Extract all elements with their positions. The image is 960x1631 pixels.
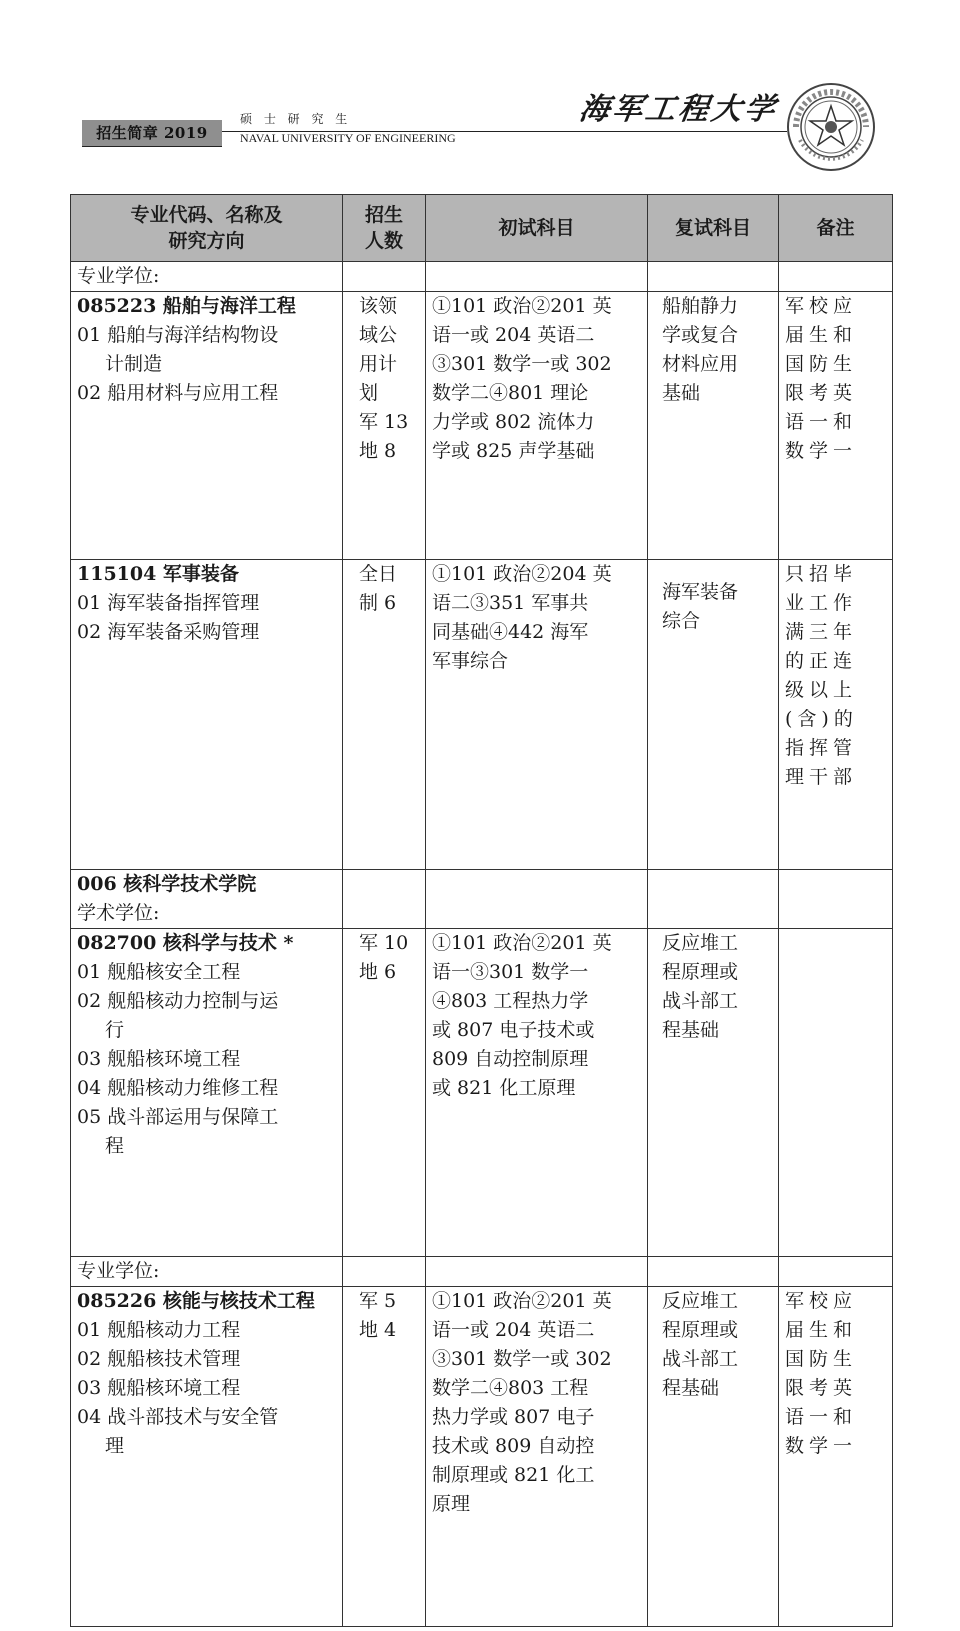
note-line: (含)的 (785, 708, 858, 730)
note-line: 限考英 (785, 1377, 858, 1399)
header-subtitle-cn: 硕 士 研 究 生 (240, 112, 352, 126)
direction-item-cont: 行 (105, 1019, 125, 1041)
retest-line: 海军装备 (662, 581, 739, 603)
direction-item: 04 舰船核动力维修工程 (77, 1077, 279, 1099)
col-header-major-line2: 研究方向 (168, 230, 245, 252)
retest-cell (648, 1287, 779, 1627)
col-header-major (71, 195, 343, 262)
enrollment-table (70, 194, 893, 1627)
retest-line: 反应堆工 (662, 932, 739, 954)
note-line: 理干部 (785, 766, 858, 788)
note-cell (779, 929, 893, 1257)
count-cell (343, 292, 426, 560)
retest-line: 程原理或 (662, 961, 739, 983)
prelim-line: ①101 政治②201 英 (432, 1290, 612, 1312)
direction-item: 01 舰船核动力工程 (77, 1319, 241, 1341)
prelim-line: 同基础④442 海军 (432, 621, 589, 643)
section-row (71, 262, 893, 292)
prelim-line: ①101 政治②201 英 (432, 295, 612, 317)
count-cell (343, 1287, 426, 1627)
note-line: 届生和 (785, 1319, 858, 1341)
prelim-line: 热力学或 807 电子 (432, 1406, 595, 1428)
prelim-cell (426, 1287, 648, 1627)
prelim-line: 语一或 204 英语二 (432, 324, 595, 346)
col-header-count-line1: 招生 (364, 204, 403, 226)
direction-item-cont: 计制造 (105, 353, 163, 375)
direction-item: 05 战斗部运用与保障工 (77, 1106, 279, 1128)
direction-item: 02 舰船核技术管理 (77, 1348, 241, 1370)
major-cell (71, 929, 343, 1257)
note-line: 满三年 (785, 621, 858, 643)
count-line: 军 13 (359, 411, 409, 433)
note-line: 限考英 (785, 382, 858, 404)
prelim-line: 力学或 802 流体力 (432, 411, 595, 433)
retest-line: 船舶静力 (662, 295, 739, 317)
note-cell (779, 560, 893, 870)
prelim-line: 或 821 化工原理 (432, 1077, 576, 1099)
direction-item: 03 舰船核环境工程 (77, 1377, 241, 1399)
note-line: 国防生 (785, 1348, 858, 1370)
university-seal-icon (786, 82, 876, 172)
section-row (71, 1257, 893, 1287)
prelim-cell (426, 292, 648, 560)
major-cell (71, 560, 343, 870)
direction-item: 01 舰船核安全工程 (77, 961, 241, 983)
prelim-cell (426, 560, 648, 870)
note-line: 国防生 (785, 353, 858, 375)
table-row (71, 1287, 893, 1627)
table-header-row (71, 195, 893, 262)
table-row (71, 929, 893, 1257)
college-row (71, 870, 893, 929)
retest-line: 综合 (662, 610, 701, 632)
retest-line: 战斗部工 (662, 990, 739, 1012)
prelim-line: ①101 政治②201 英 (432, 932, 612, 954)
table-row (71, 292, 893, 560)
prelim-line: 制原理或 821 化工 (432, 1464, 595, 1486)
prelim-line: ③301 数学一或 302 (432, 353, 612, 375)
note-line: 数学一 (785, 1435, 858, 1457)
prelim-line: 或 807 电子技术或 (432, 1019, 595, 1041)
table-row (71, 560, 893, 870)
note-line: 语一和 (785, 411, 858, 433)
retest-line: 程原理或 (662, 1319, 739, 1341)
prelim-line: ①101 政治②204 英 (432, 563, 612, 585)
retest-cell (648, 292, 779, 560)
major-cell (71, 292, 343, 560)
count-line: 用计 (359, 353, 398, 375)
prelim-line: 语一或 204 英语二 (432, 1319, 595, 1341)
retest-line: 战斗部工 (662, 1348, 739, 1370)
col-header-count (343, 195, 426, 262)
count-line: 地 6 (359, 961, 397, 983)
direction-item: 04 战斗部技术与安全管 (77, 1406, 279, 1428)
prelim-line: 语一③301 数学一 (432, 961, 589, 983)
direction-item: 01 船舶与海洋结构物设 (77, 324, 279, 346)
count-line: 军 5 (359, 1290, 397, 1312)
header-subtitle-en: NAVAL UNIVERSITY OF ENGINEERING (240, 131, 456, 145)
retest-line: 学或复合 (662, 324, 739, 346)
major-code: 082700 核科学与技术 * (77, 932, 294, 954)
col-header-retest: 复试科目 (648, 195, 779, 262)
col-header-major-line1: 专业代码、名称及 (130, 204, 283, 226)
retest-line: 基础 (662, 382, 701, 404)
note-line: 届生和 (785, 324, 858, 346)
major-code: 085223 船舶与海洋工程 (77, 295, 296, 317)
note-line: 数学一 (785, 440, 858, 462)
retest-cell (648, 929, 779, 1257)
prelim-line: 原理 (432, 1493, 471, 1515)
direction-item: 03 舰船核环境工程 (77, 1048, 241, 1070)
college-name: 006 核科学技术学院 (77, 873, 257, 895)
count-line: 划 (359, 382, 379, 404)
prelim-line: 数学二④801 理论 (432, 382, 589, 404)
college-cell (71, 870, 343, 929)
count-line: 地 4 (359, 1319, 397, 1341)
prelim-line: 语二③351 军事共 (432, 592, 589, 614)
major-cell (71, 1287, 343, 1627)
col-header-count-line2: 人数 (364, 230, 403, 252)
col-header-prelim: 初试科目 (426, 195, 648, 262)
retest-line: 反应堆工 (662, 1290, 739, 1312)
retest-line: 程基础 (662, 1019, 720, 1041)
header-rule-left (82, 146, 222, 147)
direction-item: 01 海军装备指挥管理 (77, 592, 260, 614)
note-line: 军校应 (785, 295, 858, 317)
major-code: 085226 核能与核技术工程 (77, 1290, 315, 1312)
note-line: 指挥管 (785, 737, 858, 759)
prelim-line: 学或 825 声学基础 (432, 440, 595, 462)
prelim-line: 技术或 809 自动控 (432, 1435, 595, 1457)
direction-item-cont: 理 (105, 1435, 125, 1457)
note-cell (779, 292, 893, 560)
count-line: 域公 (359, 324, 398, 346)
note-line: 的正连 (785, 650, 858, 672)
direction-item: 02 海军装备采购管理 (77, 621, 260, 643)
direction-item-cont: 程 (105, 1135, 125, 1157)
section-label: 专业学位: (71, 1257, 343, 1287)
count-line: 该领 (359, 295, 398, 317)
note-line: 只招毕 (785, 563, 858, 585)
direction-item: 02 舰船核动力控制与运 (77, 990, 279, 1012)
prelim-line: ③301 数学一或 302 (432, 1348, 612, 1370)
section-label: 学术学位: (77, 902, 160, 924)
count-line: 制 6 (359, 592, 397, 614)
prelim-line: ④803 工程热力学 (432, 990, 589, 1012)
prelim-cell (426, 929, 648, 1257)
direction-item: 02 船用材料与应用工程 (77, 382, 279, 404)
count-line: 全日 (359, 563, 398, 585)
major-code: 115104 军事装备 (77, 563, 239, 585)
prelim-line: 数学二④803 工程 (432, 1377, 589, 1399)
note-line: 军校应 (785, 1290, 858, 1312)
section-label: 专业学位: (71, 262, 343, 292)
university-name-calligraphy: 海军工程大学 (577, 92, 780, 127)
retest-line: 材料应用 (662, 353, 739, 375)
count-line: 地 8 (359, 440, 397, 462)
count-line: 军 10 (359, 932, 409, 954)
prelim-line: 809 自动控制原理 (432, 1048, 589, 1070)
retest-cell (648, 560, 779, 870)
note-line: 业工作 (785, 592, 858, 614)
note-cell (779, 1287, 893, 1627)
retest-line: 程基础 (662, 1377, 720, 1399)
col-header-note: 备注 (779, 195, 893, 262)
count-cell (343, 929, 426, 1257)
note-line: 级以上 (785, 679, 858, 701)
count-cell (343, 560, 426, 870)
note-line: 语一和 (785, 1406, 858, 1428)
prelim-line: 军事综合 (432, 650, 509, 672)
brochure-badge: 招生简章 2019 (82, 120, 222, 146)
